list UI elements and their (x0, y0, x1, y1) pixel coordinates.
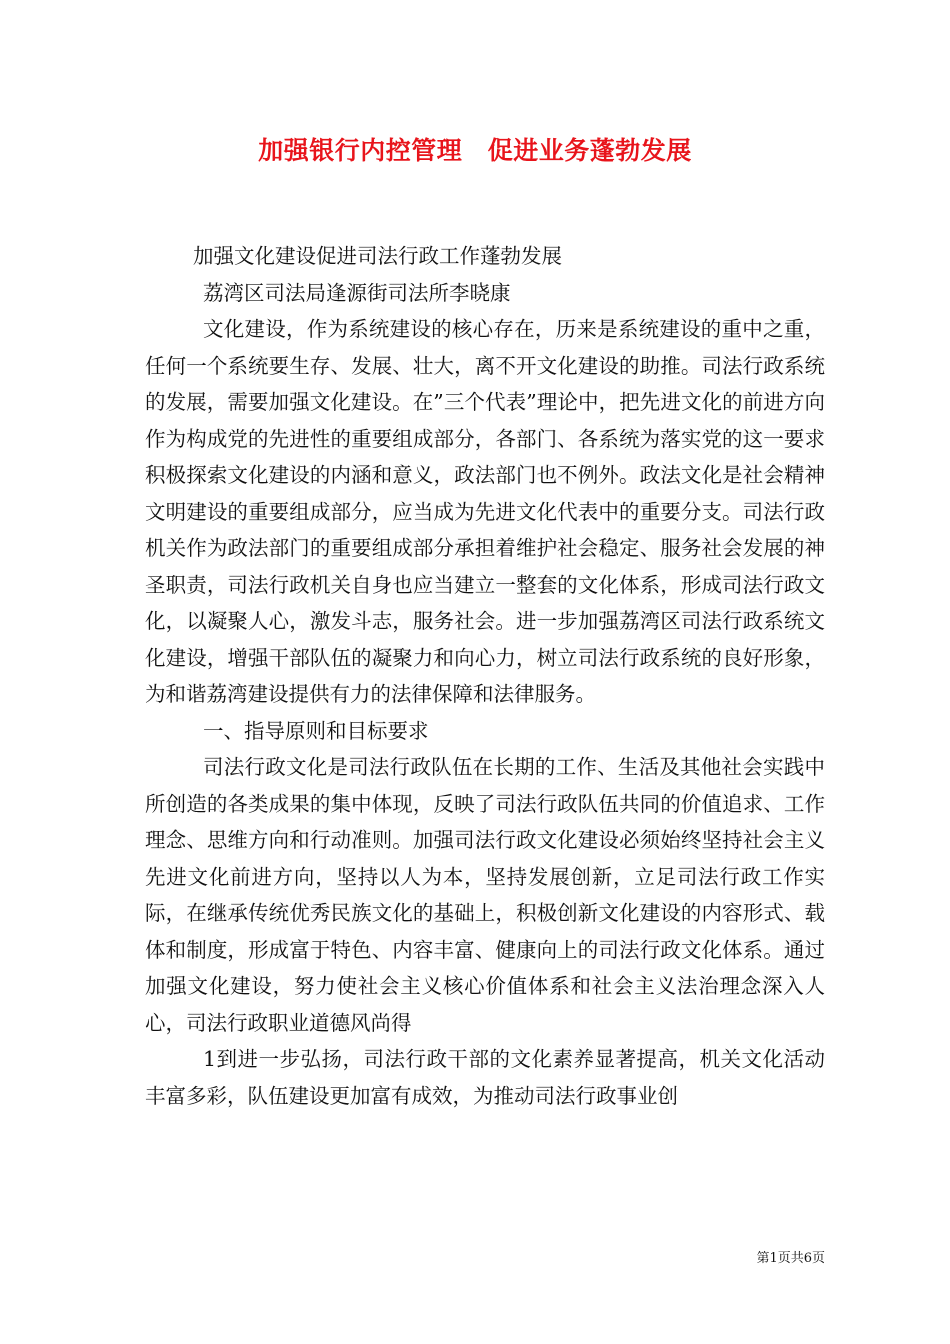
paragraph-continued: 1到进一步弘扬，司法行政干部的文化素养显著提高，机关文化活动丰富多彩，队伍建设更加富有成效，为推动司法行政事业创 (145, 1047, 825, 1108)
subtitle: 加强文化建设促进司法行政工作蓬勃发展 (193, 244, 562, 268)
author-line: 荔湾区司法局逢源街司法所李晓康 (203, 280, 511, 305)
page-number-footer: 第1页共6页 (756, 1251, 825, 1266)
paragraph-principles: 司法行政文化是司法行政队伍在长期的工作、生活及其他社会实践中所创造的各类成果的集中体现，反映了司法行政队伍共同的价值追求、工作理念、思维方向和行动准则。加强司法行政文化建设必须始终坚持社会主义先进文化前进方向，坚持以人为本，坚持发展创新，立足司法行政工作实际，在继承传统优秀民族文化的基础上，积极创新文化建设的内容形式、载体和制度，形成富于特色、内容丰富、健康向上的司法行政文化体系。通过加强文化建设，努力使社会主义核心价值体系和社会主义法治理念深入人心，司法行政职业道德风尚得 (145, 755, 825, 1035)
document-body (145, 238, 825, 1114)
paragraph-intro: 文化建设，作为系统建设的核心存在，历来是系统建设的重中之重，任何一个系统要生存、发展、壮大，离不开文化建设的助推。司法行政系统的发展，需要加强文化建设。在”三个代表”理论中，把先进文化的前进方向作为构成党的先进性的重要组成部分，各部门、各系统为落实党的这一要求积极探索文化建设的内涵和意义，政法部门也不例外。政法文化是社会精神文明建设的重要组成部分，应当成为先进文化代表中的重要分支。司法行政机关作为政法部门的重要组成部分承担着维护社会稳定、服务社会发展的神圣职责，司法行政机关自身也应当建立一整套的文化体系，形成司法行政文化，以凝聚人心，激发斗志，服务社会。进一步加强荔湾区司法行政系统文化建设，增强干部队伍的凝聚力和向心力，树立司法行政系统的良好形象，为和谐荔湾建设提供有力的法律保障和法律服务。 (145, 317, 825, 706)
section-heading: 一、指导原则和目标要求 (203, 718, 429, 743)
document-title: 加强银行内控管理 促进业务蓬勃发展 (258, 136, 692, 165)
